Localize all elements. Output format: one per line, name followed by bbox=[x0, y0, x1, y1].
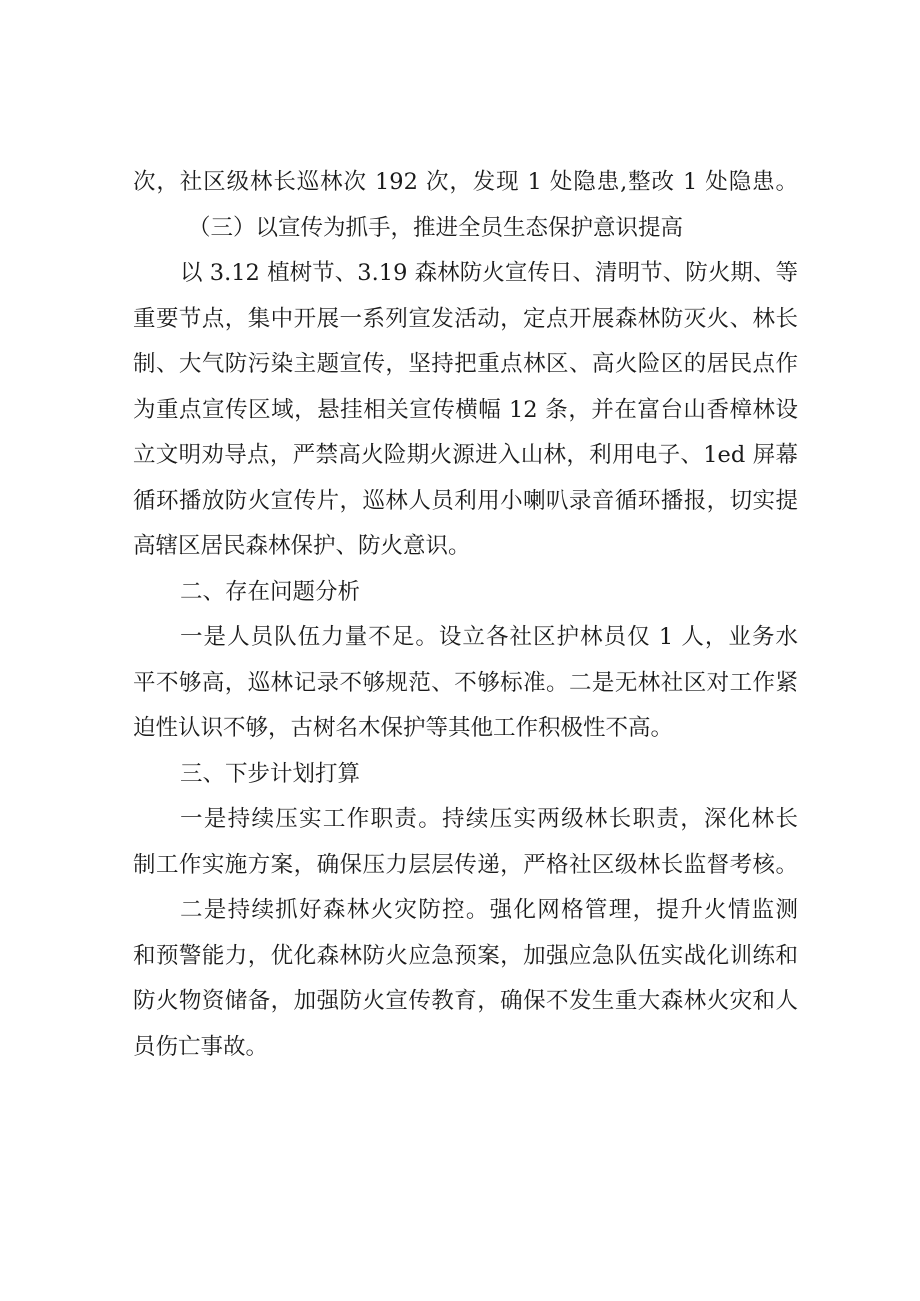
section-heading: 二、存在问题分析 bbox=[180, 578, 361, 605]
body-line: 制工作实施方案，确保压力层层传递，严格社区级林长监督考核。 bbox=[133, 851, 798, 878]
body-line: 员伤亡事故。 bbox=[133, 1033, 269, 1060]
body-line: 二是持续抓好森林火灾防控。强化网格管理，提升火情监测 bbox=[180, 897, 798, 923]
section-heading: 三、下步计划打算 bbox=[180, 760, 361, 787]
body-line: 迫性认识不够，古树名木保护等其他工作积极性不高。 bbox=[133, 715, 674, 741]
body-line: 平不够高，巡林记录不够规范、不够标准。二是无林社区对工作紧 bbox=[133, 669, 798, 696]
body-line: 一是持续压实工作职责。持续压实两级林长职责，深化林长 bbox=[180, 806, 798, 832]
body-line: 以 3.12 植树节、3.19 森林防火宣传日、清明节、防火期、等 bbox=[180, 260, 798, 286]
body-line: 和预警能力，优化森林防火应急预案，加强应急队伍实战化训练和 bbox=[133, 942, 798, 969]
section-heading: （三）以宣传为抓手，推进全员生态保护意识提高 bbox=[188, 214, 684, 241]
body-line: 一是人员队伍力量不足。设立各社区护林员仅 1 人，业务水 bbox=[180, 624, 798, 650]
body-line: 防火物资储备，加强防火宣传教育，确保不发生重大森林火灾和人 bbox=[133, 988, 798, 1014]
body-line: 制、大气防污染主题宣传，坚持把重点林区、高火险区的居民点作 bbox=[133, 351, 798, 377]
body-line: 为重点宣传区域，悬挂相关宣传横幅 12 条，并在富台山香樟林设 bbox=[133, 396, 798, 423]
body-line: 次，社区级林长巡林次 192 次，发现 1 处隐患,整改 1 处隐患。 bbox=[133, 169, 798, 195]
body-line: 重要节点，集中开展一系列宣发活动，定点开展森林防灭火、林长 bbox=[133, 305, 798, 332]
body-line: 高辖区居民森林保护、防火意识。 bbox=[133, 533, 471, 559]
body-line: 立文明劝导点，严禁高火险期火源进入山林，利用电子、1ed 屏幕 bbox=[133, 442, 798, 468]
document-body bbox=[133, 160, 798, 1070]
body-line: 循环播放防火宣传片，巡林人员利用小喇叭录音循环播报，切实提 bbox=[133, 487, 798, 514]
